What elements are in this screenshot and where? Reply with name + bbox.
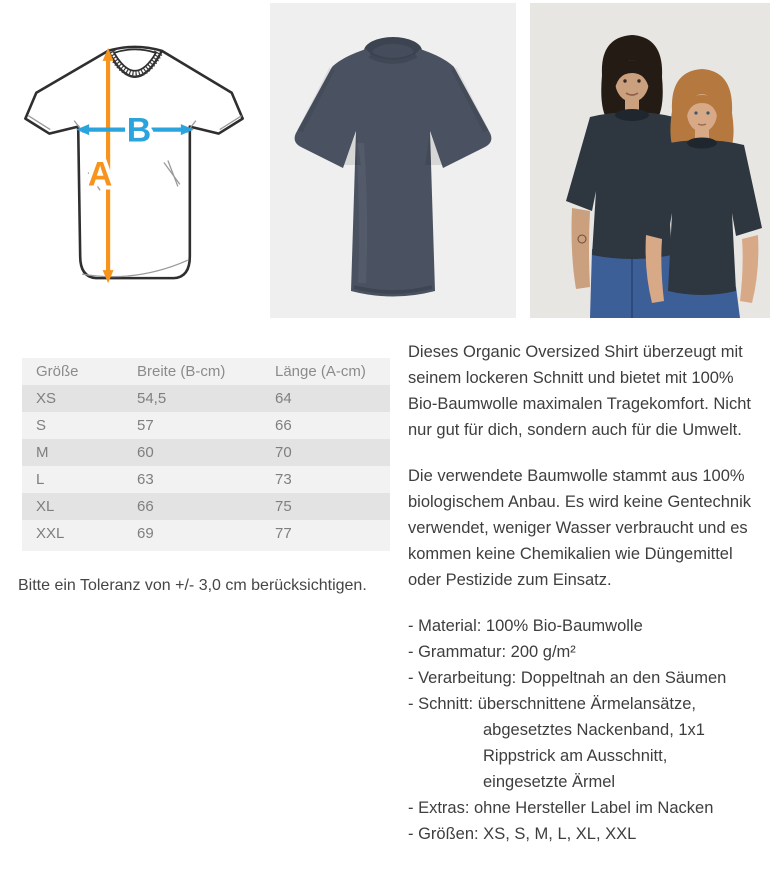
size-table (22, 358, 390, 551)
feature-grammatur: - Grammatur: 200 g/m² (408, 643, 576, 661)
table-row: M 60 70 (22, 439, 390, 466)
models-wearing-shirts-photo (530, 3, 770, 318)
header-laenge: Länge (A-cm) (261, 358, 390, 385)
product-photo-image (270, 3, 516, 318)
header-groesse: Größe (22, 358, 123, 385)
table-row: L 63 73 (22, 466, 390, 493)
tshirt-measurement-diagram (16, 3, 256, 318)
header-breite: Breite (B-cm) (123, 358, 261, 385)
table-row: XXL 69 77 (22, 520, 390, 547)
label-b: B (126, 111, 152, 150)
feature-schnitt-line-4: eingesetzte Ärmel (483, 773, 616, 791)
size-diagram-image (16, 3, 256, 318)
table-row: S 57 66 (22, 412, 390, 439)
table-footer-strip (22, 547, 390, 551)
product-description (408, 339, 764, 847)
feature-extras: - Extras: ohne Hersteller Label im Nacken (408, 799, 714, 817)
label-a: A (87, 155, 113, 194)
oversized-shirt-photo (270, 3, 516, 318)
tolerance-note: Bitte ein Toleranz von +/- 3,0 cm berücksichtigen. (18, 577, 367, 594)
table-row: XL 66 75 (22, 493, 390, 520)
description-paragraph-2: Die verwendete Baumwolle stammt aus 100% biologischem Anbau. Es wird keine Gentechnik verwendet, weniger Wasser verbraucht und es kommen keine Chemikalien wie Düngemittel oder Pestizide zum Einsatz. (408, 467, 752, 589)
feature-schnitt-line-2: abgesetztes Nackenband, 1x1 (483, 721, 705, 739)
feature-verarbeitung: - Verarbeitung: Doppeltnah an den Säumen (408, 669, 727, 687)
feature-material: - Material: 100% Bio-Baumwolle (408, 617, 643, 635)
feature-groessen: - Größen: XS, S, M, L, XL, XXL (408, 825, 637, 843)
feature-schnitt: - Schnitt: überschnittene Ärmelansätze, (408, 695, 696, 713)
description-paragraph-1: Dieses Organic Oversized Shirt überzeugt mit seinem lockeren Schnitt und bietet mit 100% Bio-Baumwolle maximalen Tragekomfort. Nicht nur gut für dich, sondern auch für die Umwelt. (408, 343, 751, 439)
tshirt-outline (25, 47, 242, 278)
size-table-header-row (22, 358, 390, 385)
models-photo-image (530, 3, 770, 318)
feature-schnitt-line-3: Rippstrick am Ausschnitt, (483, 747, 668, 765)
table-row: XS 54,5 64 (22, 385, 390, 412)
